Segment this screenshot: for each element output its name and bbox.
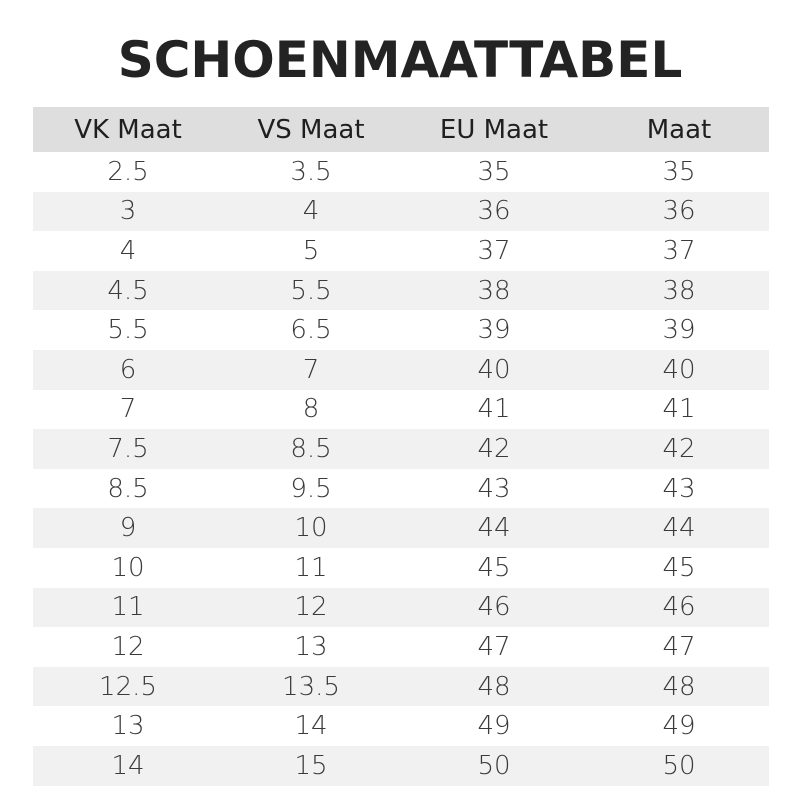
uk-size-cell: 13 xyxy=(33,706,223,746)
uk-size-cell: 2.5 xyxy=(33,152,223,192)
size-cell: 40 xyxy=(589,350,769,390)
us-size-cell: 10 xyxy=(223,508,399,548)
table-row xyxy=(33,508,769,548)
eu-size-cell: 49 xyxy=(399,706,589,746)
eu-size-cell: 37 xyxy=(399,231,589,271)
size-cell: 38 xyxy=(589,271,769,311)
us-size-cell: 3.5 xyxy=(223,152,399,192)
header-row xyxy=(33,107,769,152)
us-size-cell: 11 xyxy=(223,548,399,588)
table-row xyxy=(33,429,769,469)
eu-size-cell: 44 xyxy=(399,508,589,548)
uk-size-cell: 10 xyxy=(33,548,223,588)
eu-size-cell: 48 xyxy=(399,667,589,707)
page-title: SCHOENMAATTABEL xyxy=(117,31,683,89)
table-row xyxy=(33,746,769,786)
size-cell: 41 xyxy=(589,390,769,430)
eu-size-cell: 36 xyxy=(399,192,589,232)
us-size-cell: 8.5 xyxy=(223,429,399,469)
us-size-cell: 15 xyxy=(223,746,399,786)
size-cell: 37 xyxy=(589,231,769,271)
table-row xyxy=(33,310,769,350)
uk-size-cell: 9 xyxy=(33,508,223,548)
size-cell: 47 xyxy=(589,627,769,667)
eu-size-cell: 38 xyxy=(399,271,589,311)
size-cell: 46 xyxy=(589,588,769,628)
eu-size-cell: 40 xyxy=(399,350,589,390)
eu-size-cell: 41 xyxy=(399,390,589,430)
size-cell: 42 xyxy=(589,429,769,469)
column-header-eu-size: EU Maat xyxy=(399,107,589,152)
column-header-us-size: VS Maat xyxy=(223,107,399,152)
table-header xyxy=(33,107,769,152)
table-row xyxy=(33,548,769,588)
uk-size-cell: 7.5 xyxy=(33,429,223,469)
uk-size-cell: 11 xyxy=(33,588,223,628)
table-row xyxy=(33,271,769,311)
table-row xyxy=(33,667,769,707)
uk-size-cell: 7 xyxy=(33,390,223,430)
eu-size-cell: 39 xyxy=(399,310,589,350)
uk-size-cell: 6 xyxy=(33,350,223,390)
uk-size-cell: 4.5 xyxy=(33,271,223,311)
uk-size-cell: 8.5 xyxy=(33,469,223,509)
uk-size-cell: 4 xyxy=(33,231,223,271)
uk-size-cell: 14 xyxy=(33,746,223,786)
eu-size-cell: 45 xyxy=(399,548,589,588)
table-row xyxy=(33,627,769,667)
table-row xyxy=(33,152,769,192)
size-cell: 48 xyxy=(589,667,769,707)
eu-size-cell: 42 xyxy=(399,429,589,469)
size-cell: 44 xyxy=(589,508,769,548)
size-cell: 49 xyxy=(589,706,769,746)
table-row xyxy=(33,192,769,232)
size-cell: 39 xyxy=(589,310,769,350)
us-size-cell: 13 xyxy=(223,627,399,667)
column-header-size: Maat xyxy=(589,107,769,152)
size-chart-table xyxy=(33,107,769,786)
us-size-cell: 4 xyxy=(223,192,399,232)
column-header-uk-size: VK Maat xyxy=(33,107,223,152)
us-size-cell: 5 xyxy=(223,231,399,271)
us-size-cell: 8 xyxy=(223,390,399,430)
size-cell: 35 xyxy=(589,152,769,192)
table-row xyxy=(33,350,769,390)
us-size-cell: 5.5 xyxy=(223,271,399,311)
uk-size-cell: 12.5 xyxy=(33,667,223,707)
table-row xyxy=(33,588,769,628)
us-size-cell: 13.5 xyxy=(223,667,399,707)
eu-size-cell: 35 xyxy=(399,152,589,192)
table-row xyxy=(33,231,769,271)
size-cell: 43 xyxy=(589,469,769,509)
size-cell: 45 xyxy=(589,548,769,588)
table-row xyxy=(33,469,769,509)
us-size-cell: 7 xyxy=(223,350,399,390)
us-size-cell: 12 xyxy=(223,588,399,628)
eu-size-cell: 46 xyxy=(399,588,589,628)
uk-size-cell: 3 xyxy=(33,192,223,232)
eu-size-cell: 50 xyxy=(399,746,589,786)
us-size-cell: 14 xyxy=(223,706,399,746)
table-row xyxy=(33,390,769,430)
uk-size-cell: 5.5 xyxy=(33,310,223,350)
table-row xyxy=(33,706,769,746)
size-cell: 36 xyxy=(589,192,769,232)
us-size-cell: 9.5 xyxy=(223,469,399,509)
us-size-cell: 6.5 xyxy=(223,310,399,350)
eu-size-cell: 43 xyxy=(399,469,589,509)
size-cell: 50 xyxy=(589,746,769,786)
eu-size-cell: 47 xyxy=(399,627,589,667)
uk-size-cell: 12 xyxy=(33,627,223,667)
table-body xyxy=(33,152,769,786)
